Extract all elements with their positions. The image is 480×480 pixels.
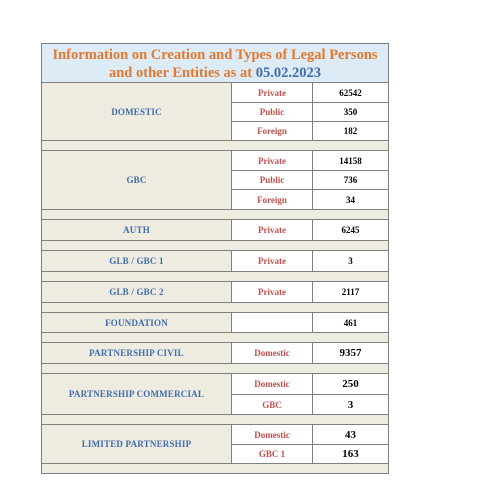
entity-group: [42, 425, 388, 464]
row-spacer: [42, 272, 388, 282]
entity-type: Public: [232, 171, 313, 189]
entity-group: [42, 313, 388, 333]
entity-type: Private: [232, 251, 313, 271]
table-row: [232, 189, 388, 209]
title-line-2-prefix: and other Entities as at: [108, 65, 256, 81]
entity-group-name: PARTNERSHIP COMMERCIAL: [42, 374, 232, 414]
table-row: [232, 343, 388, 363]
entity-group-name: DOMESTIC: [42, 83, 232, 140]
entity-type: [232, 313, 313, 332]
table-row: [232, 282, 388, 302]
entity-type: Foreign: [232, 122, 313, 140]
entity-type: Private: [232, 220, 313, 240]
entity-count: 2117: [341, 287, 360, 297]
entity-group: [42, 343, 388, 364]
table-row: [232, 220, 388, 240]
entity-count: 350: [343, 107, 358, 117]
entity-rows: [232, 313, 388, 332]
entity-count: 182: [343, 126, 358, 136]
entity-count: 3: [348, 256, 353, 266]
entity-group-name: FOUNDATION: [42, 313, 232, 332]
entity-count: 736: [343, 175, 358, 185]
entity-count: 34: [346, 194, 355, 205]
row-spacer: [42, 141, 388, 151]
row-spacer: [42, 415, 388, 425]
row-spacer: [42, 303, 388, 313]
table-row: [232, 374, 388, 394]
row-spacer: [42, 241, 388, 251]
entity-type: Private: [232, 151, 313, 170]
table-row: [232, 170, 388, 189]
table-row: [232, 83, 388, 102]
entity-count: 6245: [341, 225, 360, 235]
entity-rows: [232, 425, 388, 463]
entity-count: 62542: [339, 87, 362, 98]
entity-group-name: AUTH: [42, 220, 232, 240]
entity-rows: [232, 282, 388, 302]
entity-group-name: GLB / GBC 1: [42, 251, 232, 271]
entity-group-name: PARTNERSHIP CIVIL: [42, 343, 232, 363]
table-row: [232, 102, 388, 121]
entity-group: [42, 220, 388, 241]
entities-table: [41, 43, 389, 474]
entity-rows: [232, 83, 388, 140]
table-row: [232, 313, 388, 332]
entity-count: 461: [343, 317, 358, 328]
entity-group: [42, 83, 388, 141]
title-line-1: Information on Creation and Types of Legal Persons: [52, 47, 378, 63]
row-spacer: [42, 364, 388, 374]
entity-count: 163: [342, 448, 359, 460]
entity-group-name: GBC: [42, 151, 232, 209]
row-spacer: [42, 464, 388, 474]
entity-count: 43: [345, 428, 356, 441]
row-spacer: [42, 333, 388, 343]
table-body: [42, 83, 388, 474]
table-title: [42, 43, 388, 83]
table-row: [232, 444, 388, 463]
entity-count: 250: [342, 378, 359, 390]
entity-group: [42, 374, 388, 415]
entity-type: Private: [232, 282, 313, 302]
table-row: [232, 394, 388, 414]
title-date: 05.02.2023: [255, 65, 321, 81]
entity-type: GBC 1: [232, 445, 313, 463]
entity-group-name: GLB / GBC 2: [42, 282, 232, 302]
entity-group: [42, 282, 388, 303]
entity-rows: [232, 343, 388, 363]
entity-type: Foreign: [232, 190, 313, 209]
entity-type: GBC: [232, 395, 313, 414]
entity-count: 3: [347, 398, 354, 411]
entity-group: [42, 151, 388, 210]
table-row: [232, 151, 388, 170]
entity-group: [42, 251, 388, 272]
table-row: [232, 425, 388, 444]
entity-rows: [232, 374, 388, 414]
table-row: [232, 251, 388, 271]
entity-type: Public: [232, 103, 313, 121]
title-line-2: [42, 64, 388, 82]
entity-type: Private: [232, 83, 313, 102]
entity-count: 14158: [339, 155, 362, 166]
entity-rows: [232, 151, 388, 209]
entity-group-name: LIMITED PARTNERSHIP: [42, 425, 232, 463]
table-row: [232, 121, 388, 140]
entity-type: Domestic: [232, 425, 313, 444]
row-spacer: [42, 210, 388, 220]
entity-rows: [232, 251, 388, 271]
entity-type: Domestic: [232, 374, 313, 394]
entity-count: 9357: [339, 347, 362, 359]
entity-type: Domestic: [232, 343, 313, 363]
entity-rows: [232, 220, 388, 240]
